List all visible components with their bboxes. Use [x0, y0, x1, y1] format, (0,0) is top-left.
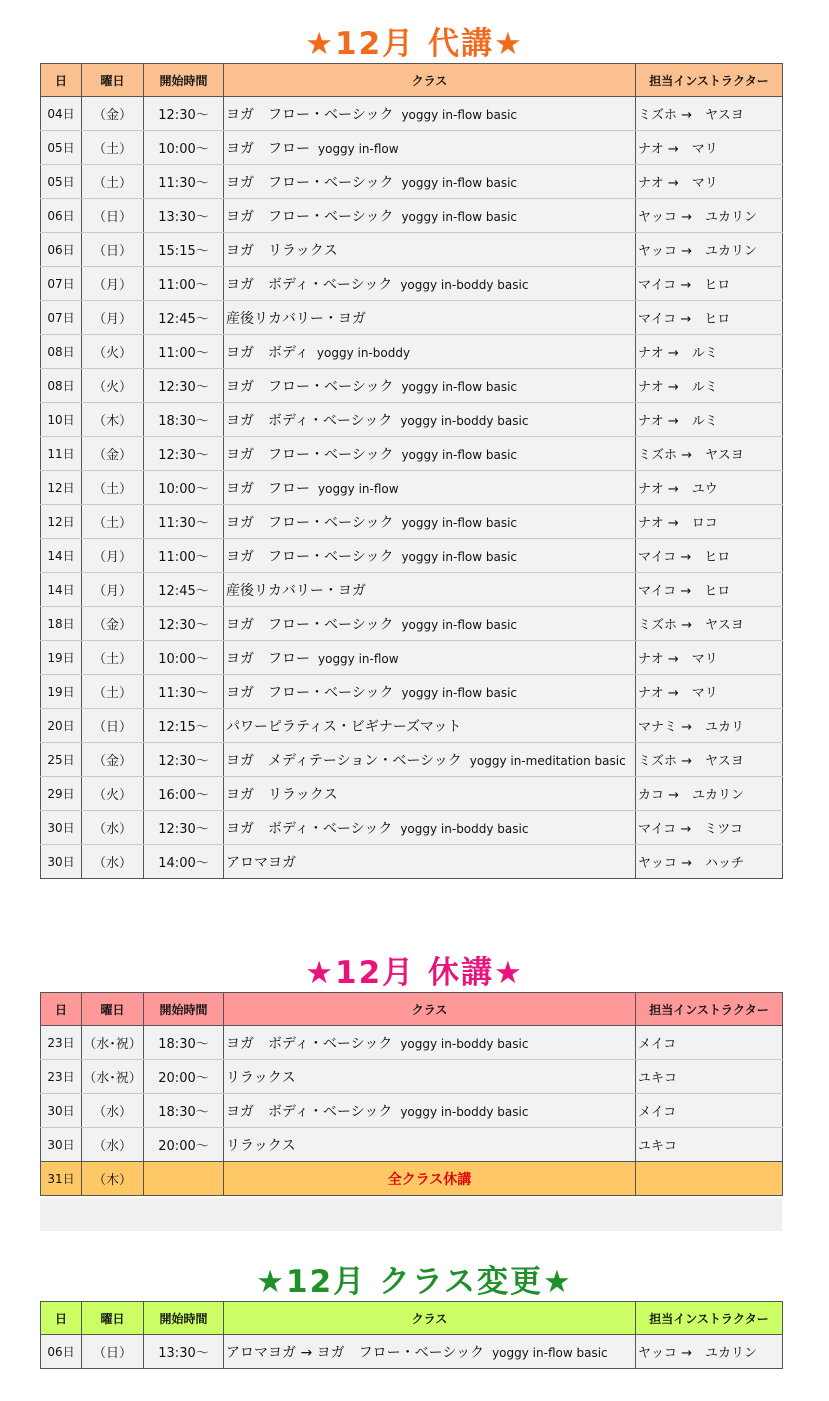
weekday-cell: （土） [82, 471, 144, 505]
class-cell [224, 403, 636, 437]
instructor-cell: ナオ → マリ [636, 165, 783, 199]
table-row [41, 1094, 783, 1128]
table-row [41, 811, 783, 845]
instructor-cell: ヤッコ → ユカリン [636, 199, 783, 233]
class-name: アロマヨガ [226, 854, 296, 871]
instructor-cell: ヤッコ → ユカリン [636, 233, 783, 267]
time-cell: 12:30〜 [144, 437, 224, 471]
class-name-en: yoggy in-flow basic [401, 515, 517, 530]
class-name: ヨガ フロー・ベーシック [226, 616, 394, 633]
instructor-cell: ナオ → マリ [636, 641, 783, 675]
time-cell: 11:00〜 [144, 335, 224, 369]
class-name: ヨガ ボディ・ベーシック [226, 276, 393, 293]
class-cell [224, 335, 636, 369]
day-cell: 19日 [41, 641, 82, 675]
class-cell [224, 709, 636, 743]
weekday-cell: （土） [82, 505, 144, 539]
time-cell: 20:00〜 [144, 1060, 224, 1094]
class-name-en: yoggy in-meditation basic [469, 753, 626, 768]
weekday-cell: （月） [82, 573, 144, 607]
time-cell: 18:30〜 [144, 403, 224, 437]
class-name: ヨガ フロー [226, 650, 310, 667]
header-day: 日 [41, 64, 82, 97]
instructor-cell: マイコ → ヒロ [636, 267, 783, 301]
time-cell: 12:30〜 [144, 97, 224, 131]
class-name: ヨガ ボディ・ベーシック [226, 412, 393, 429]
table-row [41, 607, 783, 641]
class-name: ヨガ フロー・ベーシック [226, 378, 394, 395]
class-cell [224, 505, 636, 539]
day-cell: 08日 [41, 369, 82, 403]
day-cell: 30日 [41, 1128, 82, 1162]
class-name: 産後リカバリー・ヨガ [226, 582, 366, 599]
header-class: クラス [224, 993, 636, 1026]
time-cell: 11:00〜 [144, 539, 224, 573]
class-cell [224, 471, 636, 505]
table-row [41, 97, 783, 131]
header-day: 日 [41, 1302, 82, 1335]
weekday-cell: （木） [82, 1162, 144, 1196]
day-cell: 06日 [41, 233, 82, 267]
class-name-en: yoggy in-flow [318, 651, 399, 666]
class-name-en: yoggy in-boddy basic [400, 1104, 529, 1119]
header-start: 開始時間 [144, 1302, 224, 1335]
cancel-table [40, 992, 783, 1196]
instructor-cell: ナオ → ルミ [636, 403, 783, 437]
substitute-title: ★12月 代講★ [305, 26, 524, 62]
class-name-en: yoggy in-flow basic [401, 107, 517, 122]
class-name: リラックス [226, 1137, 296, 1154]
header-weekday: 曜日 [82, 993, 144, 1026]
weekday-cell: （日） [82, 199, 144, 233]
instructor-cell: ナオ → ルミ [636, 369, 783, 403]
instructor-cell: マイコ → ミツコ [636, 811, 783, 845]
instructor-cell: メイコ [636, 1026, 783, 1060]
weekday-cell: （水） [82, 845, 144, 879]
class-name: ヨガ リラックス [226, 786, 338, 803]
weekday-cell: （土） [82, 131, 144, 165]
class-cell [224, 607, 636, 641]
weekday-cell: （金） [82, 437, 144, 471]
class-name: ヨガ フロー・ベーシック [226, 684, 394, 701]
class-name: ヨガ フロー [226, 480, 310, 497]
class-cell [224, 811, 636, 845]
class-name-en: yoggy in-boddy basic [400, 277, 529, 292]
class-cell [224, 233, 636, 267]
instructor-cell: ナオ → マリ [636, 675, 783, 709]
instructor-cell: カコ → ユカリン [636, 777, 783, 811]
class-cell [224, 165, 636, 199]
time-cell: 10:00〜 [144, 641, 224, 675]
day-cell: 31日 [41, 1162, 82, 1196]
day-cell: 25日 [41, 743, 82, 777]
day-cell: 07日 [41, 301, 82, 335]
weekday-cell: （土） [82, 675, 144, 709]
table-row [41, 1128, 783, 1162]
instructor-cell: ナオ → ルミ [636, 335, 783, 369]
class-cell [224, 539, 636, 573]
weekday-cell: （金） [82, 97, 144, 131]
class-cell [224, 743, 636, 777]
class-cell [224, 199, 636, 233]
weekday-cell: （金） [82, 607, 144, 641]
class-name-en: yoggy in-flow [318, 481, 399, 496]
weekday-cell: （月） [82, 267, 144, 301]
class-name: リラックス [226, 1069, 296, 1086]
class-cell [224, 675, 636, 709]
class-cell [224, 845, 636, 879]
header-class: クラス [224, 1302, 636, 1335]
time-cell: 12:30〜 [144, 743, 224, 777]
time-cell: 10:00〜 [144, 471, 224, 505]
instructor-cell: ヤッコ → ハッチ [636, 845, 783, 879]
table-row [41, 675, 783, 709]
weekday-cell: （土） [82, 165, 144, 199]
table-row [41, 369, 783, 403]
instructor-cell: ミズホ → ヤスヨ [636, 743, 783, 777]
weekday-cell: （火） [82, 335, 144, 369]
instructor-cell: マイコ → ヒロ [636, 539, 783, 573]
day-cell: 11日 [41, 437, 82, 471]
time-cell: 11:30〜 [144, 165, 224, 199]
table-row [41, 301, 783, 335]
instructor-cell: ナオ → マリ [636, 131, 783, 165]
table-row [41, 437, 783, 471]
table-row [41, 335, 783, 369]
table-row [41, 539, 783, 573]
class-cell [224, 369, 636, 403]
time-cell: 12:30〜 [144, 811, 224, 845]
class-cell [224, 1128, 636, 1162]
weekday-cell: （日） [82, 709, 144, 743]
weekday-cell: （月） [82, 301, 144, 335]
class-name-en: yoggy in-boddy basic [400, 821, 529, 836]
class-name: ヨガ メディテーション・ベーシック [226, 752, 462, 769]
class-name: パワーピラティス・ビギナーズマット [226, 718, 462, 735]
class-name-en: yoggy in-flow basic [401, 175, 517, 190]
table-row [41, 1026, 783, 1060]
header-instructor: 担当インストラクター [636, 993, 783, 1026]
class-cell [224, 1335, 636, 1369]
table-row [41, 709, 783, 743]
table-row [41, 777, 783, 811]
time-cell: 16:00〜 [144, 777, 224, 811]
instructor-cell: ミズホ → ヤスヨ [636, 97, 783, 131]
class-name-en: yoggy in-flow basic [401, 209, 517, 224]
day-cell: 30日 [41, 1094, 82, 1128]
class-name: アロマヨガ → ヨガ フロー・ベーシック [226, 1344, 485, 1361]
instructor-cell: マナミ → ユカリ [636, 709, 783, 743]
change-table [40, 1301, 783, 1369]
day-cell: 04日 [41, 97, 82, 131]
day-cell: 14日 [41, 573, 82, 607]
instructor-cell: マイコ → ヒロ [636, 573, 783, 607]
class-name: ヨガ フロー・ベーシック [226, 514, 394, 531]
class-name: 産後リカバリー・ヨガ [226, 310, 366, 327]
class-name: ヨガ フロー・ベーシック [226, 174, 394, 191]
class-cell [224, 267, 636, 301]
cancel-title: ★12月 休講★ [305, 955, 524, 991]
table-header-row [41, 64, 783, 97]
header-day: 日 [41, 993, 82, 1026]
weekday-cell: （水） [82, 1128, 144, 1162]
day-cell: 05日 [41, 165, 82, 199]
instructor-cell: ミズホ → ヤスヨ [636, 437, 783, 471]
day-cell: 12日 [41, 471, 82, 505]
instructor-cell: ナオ → ロコ [636, 505, 783, 539]
day-cell: 23日 [41, 1026, 82, 1060]
weekday-cell: （日） [82, 233, 144, 267]
class-name: ヨガ ボディ・ベーシック [226, 820, 393, 837]
instructor-cell: ユキコ [636, 1128, 783, 1162]
time-cell: 13:30〜 [144, 199, 224, 233]
table-header-row [41, 1302, 783, 1335]
change-title: ★12月 クラス変更★ [256, 1264, 573, 1300]
table-row [41, 743, 783, 777]
day-cell: 12日 [41, 505, 82, 539]
weekday-cell: （土） [82, 641, 144, 675]
weekday-cell: （火） [82, 369, 144, 403]
time-cell: 12:45〜 [144, 301, 224, 335]
table-row [41, 131, 783, 165]
header-start: 開始時間 [144, 993, 224, 1026]
time-cell: 12:30〜 [144, 369, 224, 403]
class-name: ヨガ フロー・ベーシック [226, 208, 394, 225]
day-cell: 30日 [41, 845, 82, 879]
table-row [41, 1060, 783, 1094]
class-name-en: yoggy in-flow basic [401, 685, 517, 700]
table-row [41, 471, 783, 505]
class-name: ヨガ フロー・ベーシック [226, 106, 394, 123]
class-name: ヨガ ボディ・ベーシック [226, 1103, 393, 1120]
all-closed-label: 全クラス休講 [224, 1162, 636, 1196]
instructor-cell [636, 1162, 783, 1196]
class-name: ヨガ フロー・ベーシック [226, 548, 394, 565]
class-cell [224, 437, 636, 471]
time-cell: 12:30〜 [144, 607, 224, 641]
class-cell [224, 97, 636, 131]
time-cell: 11:00〜 [144, 267, 224, 301]
time-cell: 18:30〜 [144, 1094, 224, 1128]
weekday-cell: （水･祝） [82, 1060, 144, 1094]
table-row [41, 505, 783, 539]
class-cell [224, 301, 636, 335]
class-name: ヨガ リラックス [226, 242, 338, 259]
class-cell [224, 641, 636, 675]
day-cell: 19日 [41, 675, 82, 709]
class-name: ヨガ フロー・ベーシック [226, 446, 394, 463]
class-name: ヨガ フロー [226, 140, 310, 157]
time-cell: 18:30〜 [144, 1026, 224, 1060]
class-cell [224, 777, 636, 811]
class-name: ヨガ ボディ・ベーシック [226, 1035, 393, 1052]
table-row [41, 165, 783, 199]
header-weekday: 曜日 [82, 64, 144, 97]
closed-row [41, 1162, 783, 1196]
weekday-cell: （水･祝） [82, 1026, 144, 1060]
time-cell: 11:30〜 [144, 505, 224, 539]
weekday-cell: （水） [82, 1094, 144, 1128]
day-cell: 06日 [41, 199, 82, 233]
time-cell: 13:30〜 [144, 1335, 224, 1369]
weekday-cell: （火） [82, 777, 144, 811]
header-instructor: 担当インストラクター [636, 1302, 783, 1335]
time-cell: 11:30〜 [144, 675, 224, 709]
weekday-cell: （木） [82, 403, 144, 437]
weekday-cell: （金） [82, 743, 144, 777]
substitute-table [40, 63, 783, 879]
time-cell: 20:00〜 [144, 1128, 224, 1162]
class-name-en: yoggy in-flow basic [401, 549, 517, 564]
time-cell: 12:45〜 [144, 573, 224, 607]
header-weekday: 曜日 [82, 1302, 144, 1335]
empty-band [40, 1198, 782, 1231]
weekday-cell: （水） [82, 811, 144, 845]
table-header-row [41, 993, 783, 1026]
instructor-cell: ミズホ → ヤスヨ [636, 607, 783, 641]
instructor-cell: マイコ → ヒロ [636, 301, 783, 335]
day-cell: 08日 [41, 335, 82, 369]
class-cell [224, 573, 636, 607]
table-row [41, 1335, 783, 1369]
table-row [41, 199, 783, 233]
class-name-en: yoggy in-flow basic [401, 447, 517, 462]
header-class: クラス [224, 64, 636, 97]
day-cell: 23日 [41, 1060, 82, 1094]
header-instructor: 担当インストラクター [636, 64, 783, 97]
header-start: 開始時間 [144, 64, 224, 97]
table-row [41, 403, 783, 437]
day-cell: 05日 [41, 131, 82, 165]
class-name-en: yoggy in-boddy basic [400, 413, 529, 428]
day-cell: 06日 [41, 1335, 82, 1369]
class-cell [224, 1026, 636, 1060]
time-cell: 10:00〜 [144, 131, 224, 165]
time-cell: 14:00〜 [144, 845, 224, 879]
day-cell: 14日 [41, 539, 82, 573]
class-name-en: yoggy in-flow basic [401, 617, 517, 632]
table-row [41, 233, 783, 267]
weekday-cell: （日） [82, 1335, 144, 1369]
day-cell: 07日 [41, 267, 82, 301]
class-name-en: yoggy in-flow basic [401, 379, 517, 394]
day-cell: 10日 [41, 403, 82, 437]
time-cell: 12:15〜 [144, 709, 224, 743]
class-cell [224, 131, 636, 165]
class-cell [224, 1094, 636, 1128]
class-name: ヨガ ボディ [226, 344, 309, 361]
table-row [41, 267, 783, 301]
instructor-cell: メイコ [636, 1094, 783, 1128]
instructor-cell: ナオ → ユウ [636, 471, 783, 505]
class-cell [224, 1060, 636, 1094]
class-name-en: yoggy in-flow [318, 141, 399, 156]
time-cell [144, 1162, 224, 1196]
day-cell: 18日 [41, 607, 82, 641]
instructor-cell: ヤッコ → ユカリン [636, 1335, 783, 1369]
instructor-cell: ユキコ [636, 1060, 783, 1094]
table-row [41, 845, 783, 879]
day-cell: 20日 [41, 709, 82, 743]
table-row [41, 573, 783, 607]
class-name-en: yoggy in-boddy basic [400, 1036, 529, 1051]
class-name-en: yoggy in-flow basic [492, 1345, 608, 1360]
time-cell: 15:15〜 [144, 233, 224, 267]
weekday-cell: （月） [82, 539, 144, 573]
day-cell: 30日 [41, 811, 82, 845]
class-name-en: yoggy in-boddy [316, 345, 411, 360]
day-cell: 29日 [41, 777, 82, 811]
table-row [41, 641, 783, 675]
